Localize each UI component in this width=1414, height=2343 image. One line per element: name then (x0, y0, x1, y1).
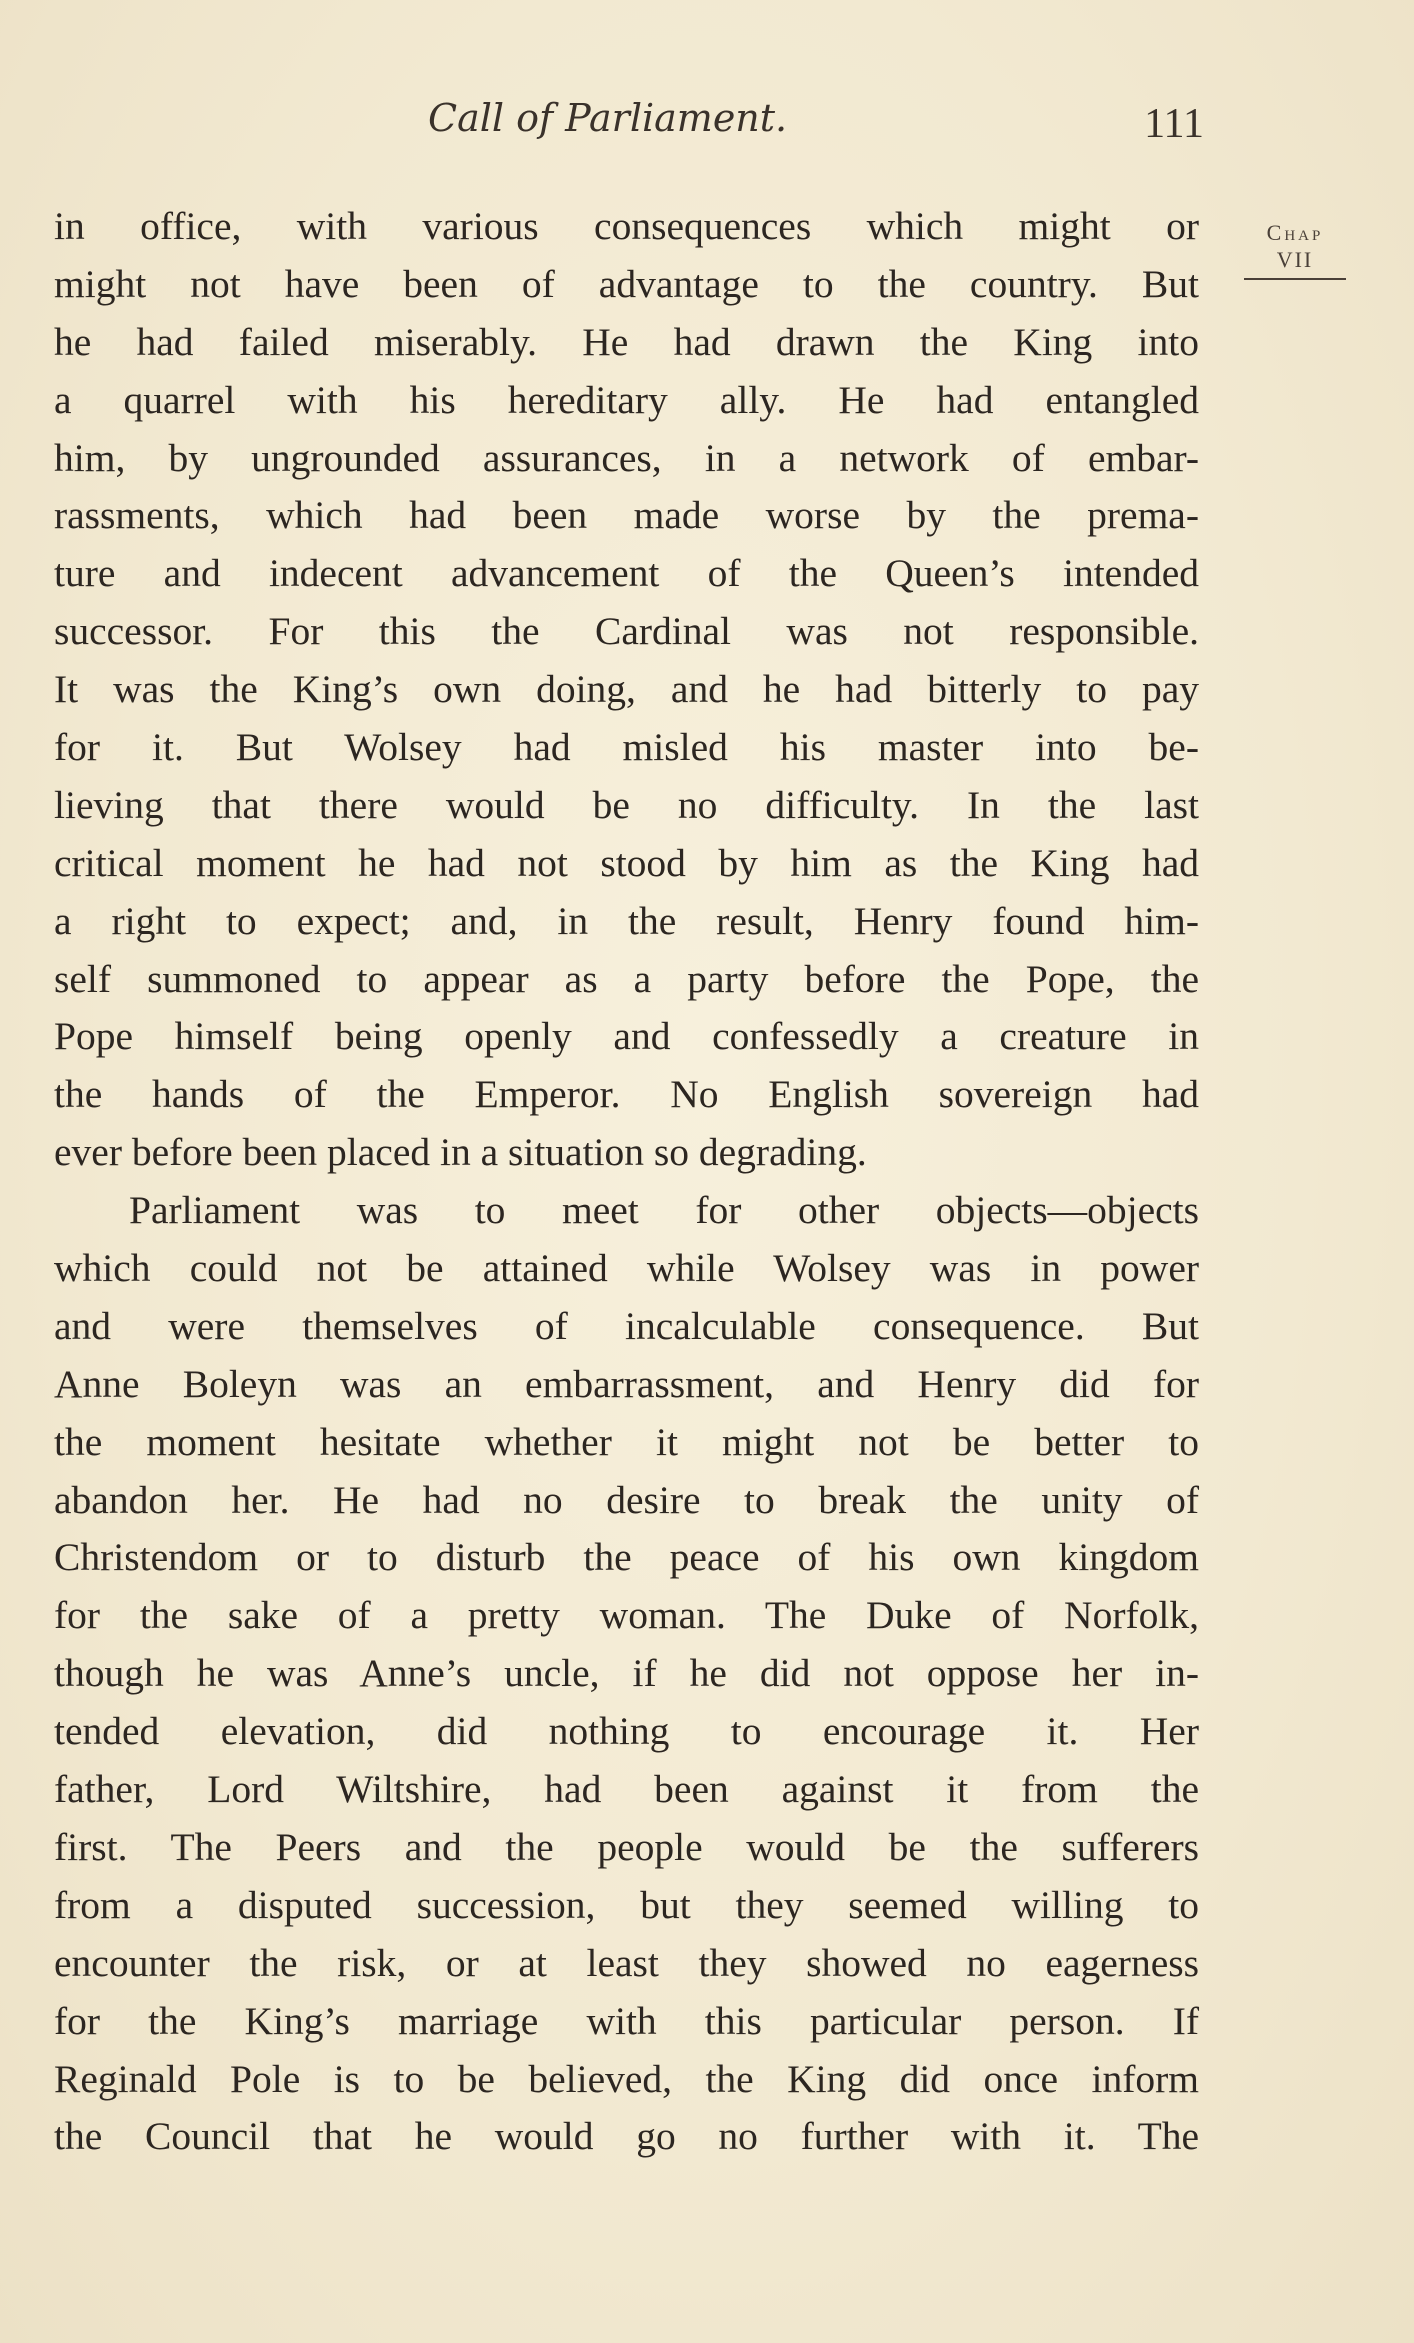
text-line: the hands of the Emperor. No English sovereign had (54, 1072, 1199, 1117)
running-head (54, 96, 1204, 156)
text-line: for the King’s marriage with this particular person. If (54, 1998, 1199, 2043)
margin-chap-label: Chap (1266, 220, 1324, 245)
text-line: might not have been of advantage to the country. But (54, 261, 1199, 306)
text-line: Anne Boleyn was an embarrassment, and Henry did for (54, 1361, 1199, 1406)
paragraph-first-line: Parliament was to meet for other objects—objects (129, 1188, 1199, 1233)
text-line: a quarrel with his hereditary ally. He had entangled (54, 377, 1199, 422)
margin-chapter-number: VII (1276, 247, 1314, 272)
text-line: for the sake of a pretty woman. The Duke of Norfolk, (54, 1593, 1199, 1638)
text-line: abandon her. He had no desire to break the unity of (54, 1477, 1199, 1522)
text-line: he had failed miserably. He had drawn the King into (54, 319, 1199, 364)
text-line: which could not be attained while Wolsey was in power (54, 1246, 1199, 1291)
text-line: tended elevation, did nothing to encourage it. Her (54, 1709, 1199, 1754)
chapter-margin-note (1240, 216, 1350, 280)
text-line: the Council that he would go no further with it. The (54, 2114, 1199, 2159)
text-line: father, Lord Wiltshire, had been against it from the (54, 1767, 1199, 1812)
text-line: first. The Peers and the people would be the sufferers (54, 1824, 1199, 1869)
text-line: a right to expect; and, in the result, Henry found him- (54, 898, 1199, 943)
text-line: in office, with various consequences which might or (54, 204, 1199, 248)
body-text (54, 198, 1199, 2166)
text-line: for it. But Wolsey had misled his master into be- (54, 725, 1199, 770)
text-line: Christendom or to disturb the peace of his own kingdom (54, 1535, 1199, 1580)
text-line: critical moment he had not stood by him as the King had (54, 840, 1199, 885)
text-line: Pope himself being openly and confessedly a creature in (54, 1014, 1199, 1059)
text-line: successor. For this the Cardinal was not responsible. (54, 609, 1199, 654)
text-line: from a disputed succession, but they seemed willing to (54, 1882, 1199, 1927)
text-line: Reginald Pole is to be believed, the King did once inform (54, 2056, 1199, 2101)
text-line: him, by ungrounded assurances, in a network of embar- (54, 435, 1199, 480)
text-line: ture and indecent advancement of the Queen’s intended (54, 551, 1199, 596)
text-line: and were themselves of incalculable consequence. But (54, 1303, 1199, 1348)
text-line: self summoned to appear as a party before the Pope, the (54, 956, 1199, 1001)
text-line: lieving that there would be no difficulty. In the last (54, 782, 1199, 827)
text-line: It was the King’s own doing, and he had bitterly to pay (54, 667, 1199, 712)
text-line: rassments, which had been made worse by the prema- (54, 493, 1199, 538)
page-number: 111 (1144, 101, 1204, 147)
text-line: encounter the risk, or at least they showed no eagerness (54, 1940, 1199, 1985)
text-line: the moment hesitate whether it might not be better to (54, 1419, 1199, 1464)
text-line: ever before been placed in a situation so degrading. (54, 1130, 867, 1175)
running-title: Call of Parliament. (428, 96, 788, 140)
margin-rule (1244, 278, 1346, 280)
text-line: though he was Anne’s uncle, if he did not oppose her in- (54, 1651, 1199, 1696)
